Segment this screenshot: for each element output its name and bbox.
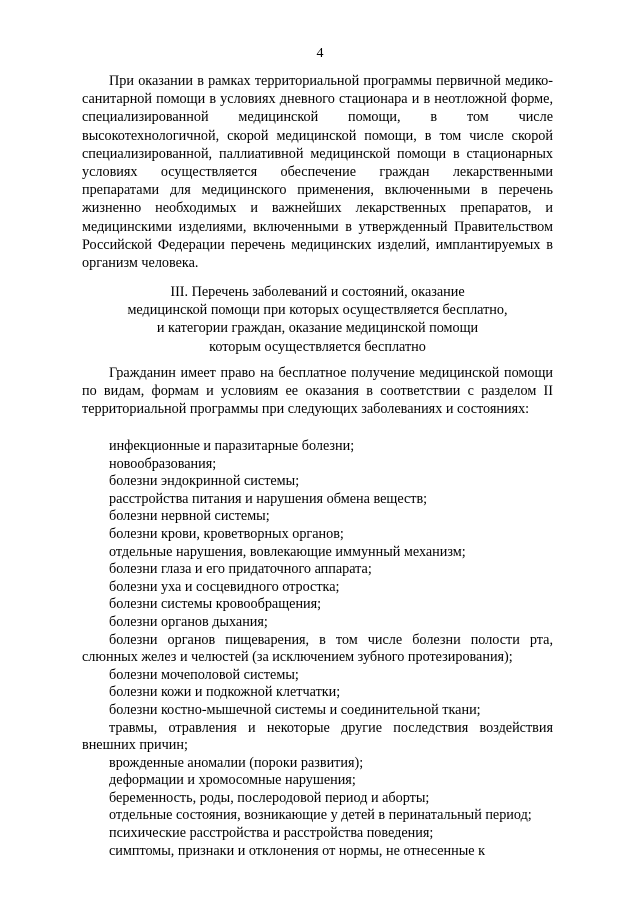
condition-item: болезни органов пищеварения, в том числе болезни полости рта, слюнных желез и челюстей (за исключением зубного протезирования); xyxy=(82,631,553,666)
section-heading-line-4: которым осуществляется бесплатно xyxy=(209,338,426,355)
condition-item: врожденные аномалии (пороки развития); xyxy=(109,754,364,771)
condition-item: деформации и хромосомные нарушения; xyxy=(109,772,356,789)
section-heading-line-1: III. Перечень заболеваний и состояний, оказание xyxy=(170,284,465,300)
condition-item: беременность, роды, послеродовой период и аборты; xyxy=(109,789,430,806)
condition-item: инфекционные и паразитарные болезни; xyxy=(109,438,355,454)
condition-item: болезни кожи и подкожной клетчатки; xyxy=(109,684,341,701)
condition-item: болезни крови, кроветворных органов; xyxy=(109,525,344,542)
condition-item: отдельные состояния, возникающие у детей в перинатальный период; xyxy=(109,807,532,824)
section-heading-line-2: медицинской помощи при которых осуществляется бесплатно, xyxy=(127,302,508,319)
condition-item: симптомы, признаки и отклонения от нормы, не отнесенные к xyxy=(109,842,485,859)
condition-item: новообразования; xyxy=(109,455,217,472)
rights-paragraph: Гражданин имеет право на бесплатное получение медицинской помощи по видам, формам и условиям ее оказания в соответствии с разделом II территориальной программы при следующих заболеваниях и состояниях: xyxy=(82,365,553,418)
condition-item: болезни эндокринной системы; xyxy=(109,473,300,490)
condition-item: психические расстройства и расстройства поведения; xyxy=(109,825,434,842)
condition-item: болезни системы кровообращения; xyxy=(109,596,322,613)
intro-paragraph: При оказании в рамках территориальной программы первичной медико-санитарной помощи в условиях дневного стационара и в неотложной форме, специализированной медицинской помощи, в том числе высокотехнологичной, скорой медицинской помощи, в том числе скорой специализированной, паллиативной медицинской помощи в стационарных условиях осуществляется обеспечение граждан лекарственными препаратами для медицинского применения, включенными в перечень жизненно необходимых и важнейших лекарственных препаратов, и медицинскими изделиями, включенными в утвержденный Правительством Российской Федерации перечень медицинских изделий, имплантируемых в организм человека. xyxy=(82,73,553,272)
intro-paragraph-block xyxy=(82,72,553,272)
section-heading-line-3: и категории граждан, оказание медицинской помощи xyxy=(156,320,479,337)
condition-item: болезни мочеполовой системы; xyxy=(109,666,299,683)
rights-paragraph-block xyxy=(82,364,553,419)
condition-item: отдельные нарушения, вовлекающие иммунный механизм; xyxy=(109,543,466,560)
page-number: 4 xyxy=(316,46,324,61)
condition-item: болезни органов дыхания; xyxy=(109,613,268,630)
section-heading xyxy=(82,283,553,356)
condition-item: расстройства питания и нарушения обмена веществ; xyxy=(109,490,428,507)
conditions-list xyxy=(82,438,553,860)
condition-item: травмы, отравления и некоторые другие последствия воздействия внешних причин; xyxy=(82,719,553,754)
condition-item: болезни нервной системы; xyxy=(109,508,270,525)
condition-item: болезни костно-мышечной системы и соединительной ткани; xyxy=(109,701,481,718)
condition-item: болезни глаза и его придаточного аппарата; xyxy=(109,561,372,578)
condition-item: болезни уха и сосцевидного отростка; xyxy=(109,578,340,595)
